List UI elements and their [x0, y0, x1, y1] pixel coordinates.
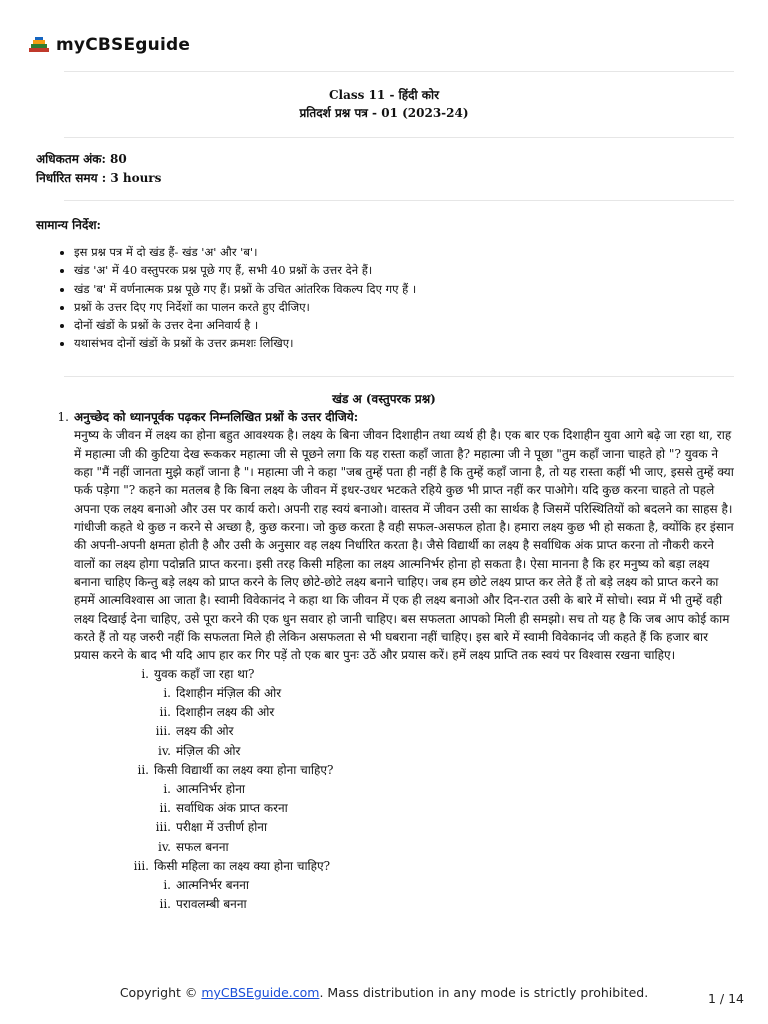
option-text: दिशाहीन लक्ष्य की ओर [176, 705, 275, 720]
question-number: 1. [57, 410, 69, 424]
option-number: iii. [155, 724, 171, 739]
site-link[interactable]: myCBSEguide.com [201, 985, 320, 1000]
page-number: 1 / 14 [707, 991, 744, 1006]
question-1 [36, 408, 736, 914]
instruction-item: • इस प्रश्न पत्र में दो खंड हैं- खंड 'अ' और 'ब'। [74, 243, 416, 261]
copyright-footer [0, 985, 768, 1000]
option-number: ii. [159, 705, 171, 720]
option [36, 703, 736, 722]
option-number: i. [163, 782, 171, 797]
subquestion-text: किसी महिला का लक्ष्य क्या होना चाहिए? [154, 858, 331, 873]
paper-class-title: Class 11 - हिंदी कोर [329, 88, 439, 102]
time-allowed: निर्धारित समय : 3 hours [36, 171, 162, 185]
brand-logo[interactable] [28, 34, 190, 56]
divider [64, 376, 734, 377]
option-text: आत्मनिर्भर होना [176, 782, 245, 797]
subquestion-text: किसी विद्यार्थी का लक्ष्य क्या होना चाहिए? [154, 762, 334, 777]
divider [64, 137, 734, 138]
option [36, 895, 736, 914]
passage-paragraph-2: गांधीजी कहते थे कुछ न करने से अच्छा है, कुछ करना। जो कुछ करता है वही सफल-असफल होता है। हमारा लक्ष्य कुछ भी हो सकता है, क्योंकि हर इंसान की अपनी-अपनी क्षमता होती है और उसी के अनुसार वह लक्ष्य निर्धारित करता है। जैसे विद्यार्थी का लक्ष्य है सर्वाधिक अंक प्राप्त करना तो नौकरी करने वालों का लक्ष्य होगा पदोन्नति प्राप्त करना। इसी तरह किसी महिला का लक्ष्य आत्मनिर्भर होना हो सकता है। ऐसा मानना है कि हर मनुष्य को बड़ा लक्ष्य बनाना चाहिए किन्तु बड़े लक्ष्य को प्राप्त करने के लिए छोटे-छोटे लक्ष्य बनाने चाहिए। जब हम छोटे लक्ष्य प्राप्त कर लेते हैं तो बड़े लक्ष्य को प्राप्त करने का हममें आत्मविश्वास आ जाता है। स्वामी विवेकानंद ने कहा था कि जीवन में एक ही लक्ष्य बनाओ और दिन-रात उसी के बारे में सोचो। स्वप्न में भी तुम्हें वही लक्ष्य दिखाई देना चाहिए, उसे पूरा करने की एक धुन सवार हो जानी चाहिए। बस सफलता आपको मिली ही समझो। सच तो यह है कि जब आप कोई काम करते हैं तो यह जरुरी नहीं कि सफलता मिले ही लेकिन असफलता से भी घबराना नहीं चाहिए। इस बारे में स्वामी विवेकानंद जी कहते हैं कि हजार बार प्रयास करने के बाद भी यदि आप हार कर गिर पड़ें तो एक बार पुनः उठें और प्रयास करें। हमें लक्ष्य प्राप्ति तक स्वयं पर विश्वास रखना चाहिए। [74, 520, 734, 663]
option-text: परावलम्बी बनना [176, 897, 247, 912]
option-number: ii. [159, 801, 171, 816]
brand-name: myCBSEguide [56, 35, 191, 55]
option-number: i. [163, 878, 171, 893]
divider [64, 71, 734, 72]
option-text: आत्मनिर्भर बनना [176, 878, 250, 893]
option [36, 684, 736, 703]
paper-subtitle: प्रतिदर्श प्रश्न पत्र - 01 (2023-24) [299, 106, 469, 120]
copyright-suffix: . Mass distribution in any mode is strictly prohibited. [319, 985, 649, 1000]
section-heading: खंड अ (वस्तुपरक प्रश्न) [332, 392, 436, 406]
option-number: iv. [157, 743, 171, 758]
instruction-item: • खंड 'ब' में वर्णनात्मक प्रश्न पूछे गए हैं। प्रश्नों के उचित आंतरिक विकल्प दिए गए हैं । [74, 280, 416, 298]
option-text: दिशाहीन मंज़िल की ओर [176, 686, 282, 701]
instructions-heading: सामान्य निर्देश: [36, 218, 101, 232]
option [36, 876, 736, 895]
option [36, 780, 736, 799]
option-text: सफल बनना [176, 839, 229, 854]
option-number: ii. [159, 897, 171, 912]
instructions-list [40, 243, 416, 353]
subquestion [36, 857, 736, 876]
option-text: मंज़िल की ओर [176, 743, 241, 758]
option [36, 722, 736, 741]
subquestion-list [36, 665, 736, 915]
option [36, 838, 736, 857]
max-marks: अधिकतम अंक: 80 [36, 152, 127, 166]
option-text: सर्वाधिक अंक प्राप्त करना [176, 801, 288, 816]
option [36, 799, 736, 818]
subquestion-number: i. [141, 666, 149, 681]
question-prompt: अनुच्छेद को ध्यानपूर्वक पढ़कर निम्नलिखित प्रश्नों के उत्तर दीजिये: [74, 410, 359, 424]
subquestion [36, 665, 736, 684]
instruction-item: • खंड 'अ' में 40 वस्तुपरक प्रश्न पूछे गए हैं, सभी 40 प्रश्नों के उत्तर देने हैं। [74, 261, 416, 279]
option-text: लक्ष्य की ओर [176, 724, 234, 739]
instruction-item: • दोनों खंडों के प्रश्नों के उत्तर देना अनिवार्य है । [74, 316, 416, 334]
copyright-prefix: Copyright © [119, 985, 202, 1000]
option [36, 818, 736, 837]
subquestion-number: ii. [137, 762, 149, 777]
books-logo-icon [28, 36, 50, 54]
option-text: परीक्षा में उत्तीर्ण होना [176, 820, 268, 835]
subquestion-text: युवक कहाँ जा रहा था? [154, 666, 255, 681]
passage-paragraph-1: मनुष्य के जीवन में लक्ष्य का होना बहुत आवश्यक है। लक्ष्य के बिना जीवन दिशाहीन तथा व्यर्थ ही है। एक बार एक दिशाहीन युवा आगे बढ़े जा रहा था, राह में महात्मा जी की कुटिया देख रूककर महात्मा जी से पूछने लगा कि यह रास्ता कहाँ जाता है? महात्मा जी ने पूछा "तुम कहाँ जाना चाहते हो "? युवक ने कहा "मैं नहीं जानता मुझे कहाँ जाना है "। महात्मा जी ने कहा "जब तुम्हें पता ही नहीं है कि तुम्हें कहाँ जाना है, तो यह रास्ता कहीं भी जाए, इससे तुम्हें क्या फर्क पड़ेगा "? कहने का मतलब है कि बिना लक्ष्य के जीवन में इधर-उधर भटकते रहिये कुछ भी प्राप्त नहीं कर पाओगे। यदि कुछ करना चाहते तो पहले अपना एक लक्ष्य बनाओ और उस पर कार्य करो। अपनी राह स्वयं बनाओ। वास्तव में जीवन उसी का सार्थक है जिसमें परिस्थितियों को बदलने का साहस है। [74, 428, 734, 516]
instruction-item: • प्रश्नों के उत्तर दिए गए निर्देशों का पालन करते हुए दीजिए। [74, 298, 416, 316]
option [36, 742, 736, 761]
instruction-item: • यथासंभव दोनों खंडों के प्रश्नों के उत्तर क्रमशः लिखिए। [74, 334, 416, 352]
divider [64, 200, 734, 201]
option-number: i. [163, 686, 171, 701]
subquestion-number: iii. [133, 858, 149, 873]
option-number: iv. [157, 839, 171, 854]
subquestion [36, 761, 736, 780]
option-number: iii. [155, 820, 171, 835]
